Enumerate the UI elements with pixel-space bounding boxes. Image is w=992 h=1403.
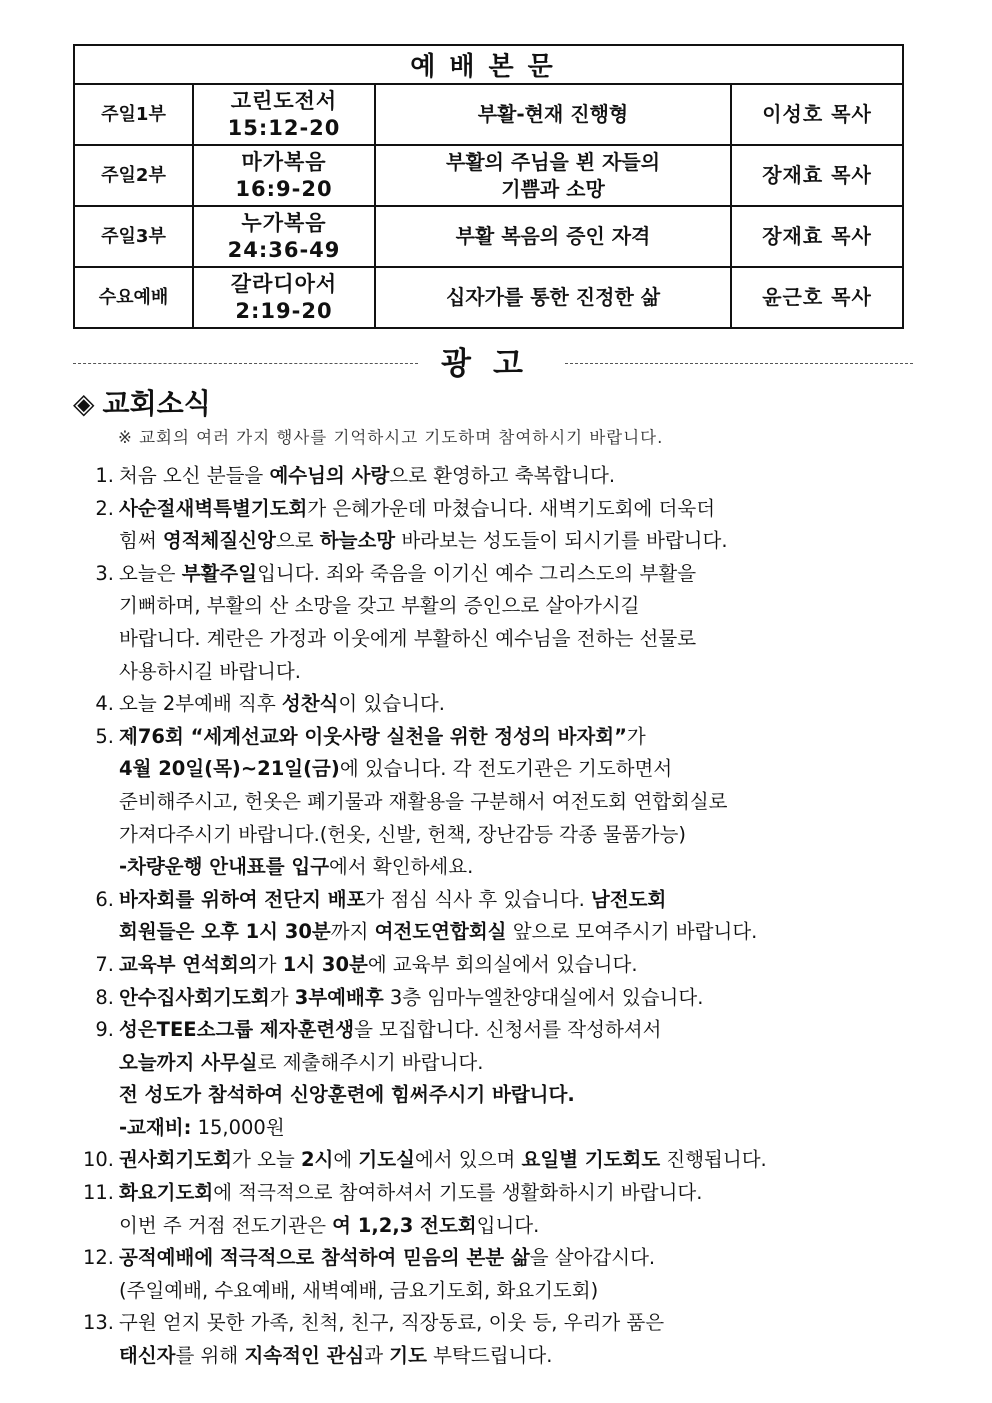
emphasis-text: 태신자	[119, 1344, 176, 1368]
item-text: 구원 얻지 못한 가족, 친척, 친구, 직장동료, 이웃 등, 우리가 품은	[119, 1311, 665, 1335]
item-text: 에서 있으며	[414, 1148, 522, 1172]
item-text: 를 위해	[175, 1344, 245, 1368]
item-line	[119, 1307, 890, 1340]
emphasis-text: 부활주일	[181, 561, 258, 585]
item-number: 11.	[82, 1181, 114, 1205]
item-text: 에 있습니다. 각 전도기관은 기도하면서	[339, 757, 673, 781]
scripture-verse: 2:19-20	[235, 298, 333, 323]
sermon-title	[375, 145, 731, 206]
item-number: 12.	[82, 1246, 114, 1270]
item-line	[119, 1242, 890, 1275]
scripture-verse: 24:36-49	[227, 237, 341, 262]
emphasis-text: 3부예배후	[294, 985, 384, 1009]
sermon-row	[74, 267, 903, 328]
sermon-title	[375, 84, 731, 145]
item-line	[119, 1340, 890, 1373]
item-text: 15,000원	[191, 1115, 285, 1139]
emphasis-text: 권사회기도회	[119, 1148, 233, 1172]
item-text: 에서 확인하세요.	[329, 855, 474, 879]
scripture-book: 마가복음	[241, 149, 327, 174]
item-number: 6.	[95, 887, 114, 911]
emphasis-text: 지속적인 관심	[244, 1344, 365, 1368]
emphasis-text: -교재비:	[119, 1115, 192, 1139]
emphasis-text: 기도	[389, 1344, 427, 1368]
service-name: 주일2부	[74, 145, 193, 206]
emphasis-text: 여전도연합회실	[374, 920, 507, 944]
item-text: 로 제출해주시기 바랍니다.	[257, 1050, 484, 1074]
emphasis-text: -차량운행 안내표를 입구	[119, 855, 330, 879]
divider-line-left	[73, 363, 418, 364]
sermon-title-line: 십자가를 통한 진정한 삶	[445, 285, 661, 309]
sermon-table-header: 예배본문	[74, 45, 903, 84]
item-text: 으로	[275, 529, 320, 553]
item-line	[119, 819, 890, 852]
item-text: 가 오늘	[232, 1148, 301, 1172]
sermon-row	[74, 145, 903, 206]
service-name: 수요예배	[74, 267, 193, 328]
item-line	[119, 884, 890, 917]
section-heading	[73, 382, 211, 422]
item-number: 7.	[95, 952, 114, 976]
item-line	[119, 949, 890, 982]
item-line	[119, 1275, 890, 1308]
item-text: 과	[364, 1344, 390, 1368]
item-text: 입니다.	[476, 1213, 540, 1237]
preacher: 장재효 목사	[731, 206, 903, 267]
item-line	[119, 1014, 890, 1047]
announcement-item	[70, 721, 890, 884]
scripture-verse: 15:12-20	[227, 115, 341, 140]
item-line	[119, 493, 890, 526]
emphasis-text: 예수님의 사랑	[269, 464, 390, 487]
ads-title: 광고	[441, 346, 545, 382]
item-number: 13.	[82, 1311, 114, 1335]
announcement-item	[70, 982, 890, 1015]
item-text: 가 점심 식사 후 있습니다.	[365, 887, 591, 911]
item-line	[119, 851, 890, 884]
emphasis-text: 요일별 기도회도	[521, 1148, 661, 1172]
item-number: 3.	[95, 561, 114, 585]
item-text: 오늘은	[119, 561, 182, 585]
item-text: 까지	[330, 920, 375, 944]
preacher: 이성호 목사	[731, 84, 903, 145]
item-line	[119, 1047, 890, 1080]
item-text: 을 살아갑시다.	[529, 1246, 656, 1270]
item-line	[119, 916, 890, 949]
emphasis-text: 제76회 “세계선교와 이웃사랑 실천을 위한 정성의 바자회”	[119, 724, 627, 748]
scripture-ref	[193, 84, 375, 145]
item-text: 사용하시길 바랍니다.	[119, 659, 301, 683]
emphasis-text: 4월 20일(목)~21일(금)	[119, 757, 340, 781]
item-text: 가 은혜가운데 마쳤습니다. 새벽기도회에 더욱더	[307, 496, 716, 520]
item-line	[119, 623, 890, 656]
emphasis-text: 2시	[300, 1148, 334, 1172]
item-number: 8.	[95, 985, 114, 1009]
item-text: 에 적극적으로 참여하셔서 기도를 생활화하시기 바랍니다.	[213, 1181, 703, 1205]
item-text: 준비해주시고, 헌옷은 폐기물과 재활용을 구분해서 여전도회 연합회실로	[119, 789, 728, 813]
announcement-item	[70, 558, 890, 688]
item-text: 바라보는 성도들이 되시기를 바랍니다.	[395, 529, 728, 553]
item-line	[119, 590, 890, 623]
item-text: 을 모집합니다. 신청서를 작성하셔서	[354, 1018, 662, 1042]
item-line	[119, 525, 890, 558]
item-text: 입니다. 죄와 죽음을 이기신 예수 그리스도의 부활을	[257, 561, 697, 585]
emphasis-text: 1시 30분	[282, 952, 368, 976]
item-line	[119, 1144, 890, 1177]
item-text: 앞으로 모여주시기 바랍니다.	[506, 920, 758, 944]
announcement-item	[70, 1307, 890, 1372]
divider-line-right	[565, 363, 913, 364]
announcement-item	[70, 493, 890, 558]
item-line	[119, 460, 890, 493]
scripture-ref	[193, 206, 375, 267]
item-text: 가	[269, 985, 295, 1009]
item-text: 이 있습니다.	[338, 692, 445, 716]
emphasis-text: 기도실	[358, 1148, 415, 1172]
item-text: 기뻐하며, 부활의 산 소망을 갖고 부활의 증인으로 살아가시길	[119, 594, 640, 618]
scripture-book: 누가복음	[241, 210, 327, 235]
scripture-verse: 16:9-20	[235, 176, 333, 201]
item-text: 으로 환영하고 축복합니다.	[389, 464, 616, 487]
emphasis-text: 남전도회	[590, 887, 667, 911]
announcement-item	[70, 949, 890, 982]
preacher: 윤근호 목사	[731, 267, 903, 328]
item-number: 9.	[95, 1018, 114, 1042]
item-line	[119, 753, 890, 786]
service-name: 주일3부	[74, 206, 193, 267]
announcement-item	[70, 1177, 890, 1242]
item-line	[119, 1079, 890, 1112]
scripture-book: 고린도전서	[230, 88, 338, 113]
announcement-item	[70, 1144, 890, 1177]
sermon-title-line: 부활의 주님을 뵌 자들의	[445, 149, 661, 174]
announcement-item	[70, 460, 890, 493]
diamond-icon: ◈	[73, 387, 95, 420]
scripture-book: 갈라디아서	[230, 271, 338, 296]
announcement-item	[70, 1242, 890, 1307]
item-number: 5.	[95, 724, 114, 748]
item-line	[119, 656, 890, 689]
emphasis-text: 안수집사회기도회	[119, 985, 270, 1009]
announcement-item	[70, 688, 890, 721]
ads-divider	[73, 338, 913, 382]
emphasis-text: 성은TEE소그룹 제자훈련생	[119, 1018, 355, 1042]
item-text: 가	[257, 952, 283, 976]
item-line	[119, 721, 890, 754]
scripture-ref	[193, 267, 375, 328]
item-line	[119, 982, 890, 1015]
preacher: 장재효 목사	[731, 145, 903, 206]
item-text: 부탁드립니다.	[426, 1344, 553, 1368]
item-text: 에 교육부 회의실에서 있습니다.	[367, 952, 638, 976]
emphasis-text: 회원들은 오후 1시 30분	[119, 920, 331, 944]
item-line	[119, 558, 890, 591]
emphasis-text: 사순절새벽특별기도회	[119, 496, 308, 520]
emphasis-text: 하늘소망	[319, 529, 396, 553]
item-number: 1.	[95, 464, 114, 487]
emphasis-text: 전 성도가 참석하여 신앙훈련에 힘써주시기 바랍니다.	[119, 1083, 575, 1107]
item-text: 에	[333, 1148, 359, 1172]
item-text: 진행됩니다.	[660, 1148, 767, 1172]
emphasis-text: 성찬식	[281, 692, 339, 716]
item-text: 이번 주 거점 전도기관은	[119, 1213, 333, 1237]
emphasis-text: 공적예배에 적극적으로 참석하여 믿음의 본분 삶	[119, 1246, 530, 1270]
item-text: 처음 오신 분들을	[119, 464, 270, 487]
emphasis-text: 바자회를 위하여 전단지 배포	[119, 887, 366, 911]
emphasis-text: 화요기도회	[119, 1181, 214, 1205]
item-text: 가	[626, 724, 646, 748]
item-line	[119, 1112, 890, 1145]
item-text: 가져다주시기 바랍니다.(헌옷, 신발, 헌책, 장난감등 각종 물품가능)	[119, 822, 686, 846]
item-number: 2.	[95, 496, 114, 520]
sermon-title	[375, 206, 731, 267]
item-text: 바랍니다. 계란은 가정과 이웃에게 부활하신 예수님을 전하는 선물로	[119, 626, 697, 650]
item-text: (주일예배, 수요예배, 새벽예배, 금요기도회, 화요기도회)	[119, 1278, 599, 1302]
item-number: 10.	[82, 1148, 114, 1172]
item-text: 오늘 2부예배 직후	[119, 692, 282, 716]
emphasis-text: 영적체질신앙	[162, 529, 276, 553]
sermon-title-line: 기쁨과 소망	[501, 176, 605, 201]
section-note: ※ 교회의 여러 가지 행사를 기억하시고 기도하며 참여하시기 바랍니다.	[118, 428, 664, 447]
emphasis-text: 여 1,2,3 전도회	[332, 1213, 477, 1237]
emphasis-text: 오늘까지 사무실	[119, 1050, 258, 1074]
sermon-row	[74, 206, 903, 267]
item-number: 4.	[95, 692, 114, 716]
sermon-table	[73, 44, 904, 329]
sermon-title	[375, 267, 731, 328]
scripture-ref	[193, 145, 375, 206]
item-line	[119, 688, 890, 721]
sermon-row	[74, 84, 903, 145]
sermon-title-line: 부활-현재 진행형	[477, 102, 629, 126]
announcement-item	[70, 1014, 890, 1144]
announcement-list	[70, 460, 890, 1373]
item-line	[119, 1210, 890, 1243]
item-text: 힘써	[119, 529, 163, 553]
sermon-title-line: 부활 복음의 증인 자격	[455, 224, 651, 248]
item-line	[119, 1177, 890, 1210]
item-text: 3층 임마누엘찬양대실에서 있습니다.	[383, 985, 704, 1009]
emphasis-text: 교육부 연석회의	[119, 952, 258, 976]
announcement-item	[70, 884, 890, 949]
section-title: 교회소식	[102, 387, 211, 420]
service-name: 주일1부	[74, 84, 193, 145]
item-line	[119, 786, 890, 819]
